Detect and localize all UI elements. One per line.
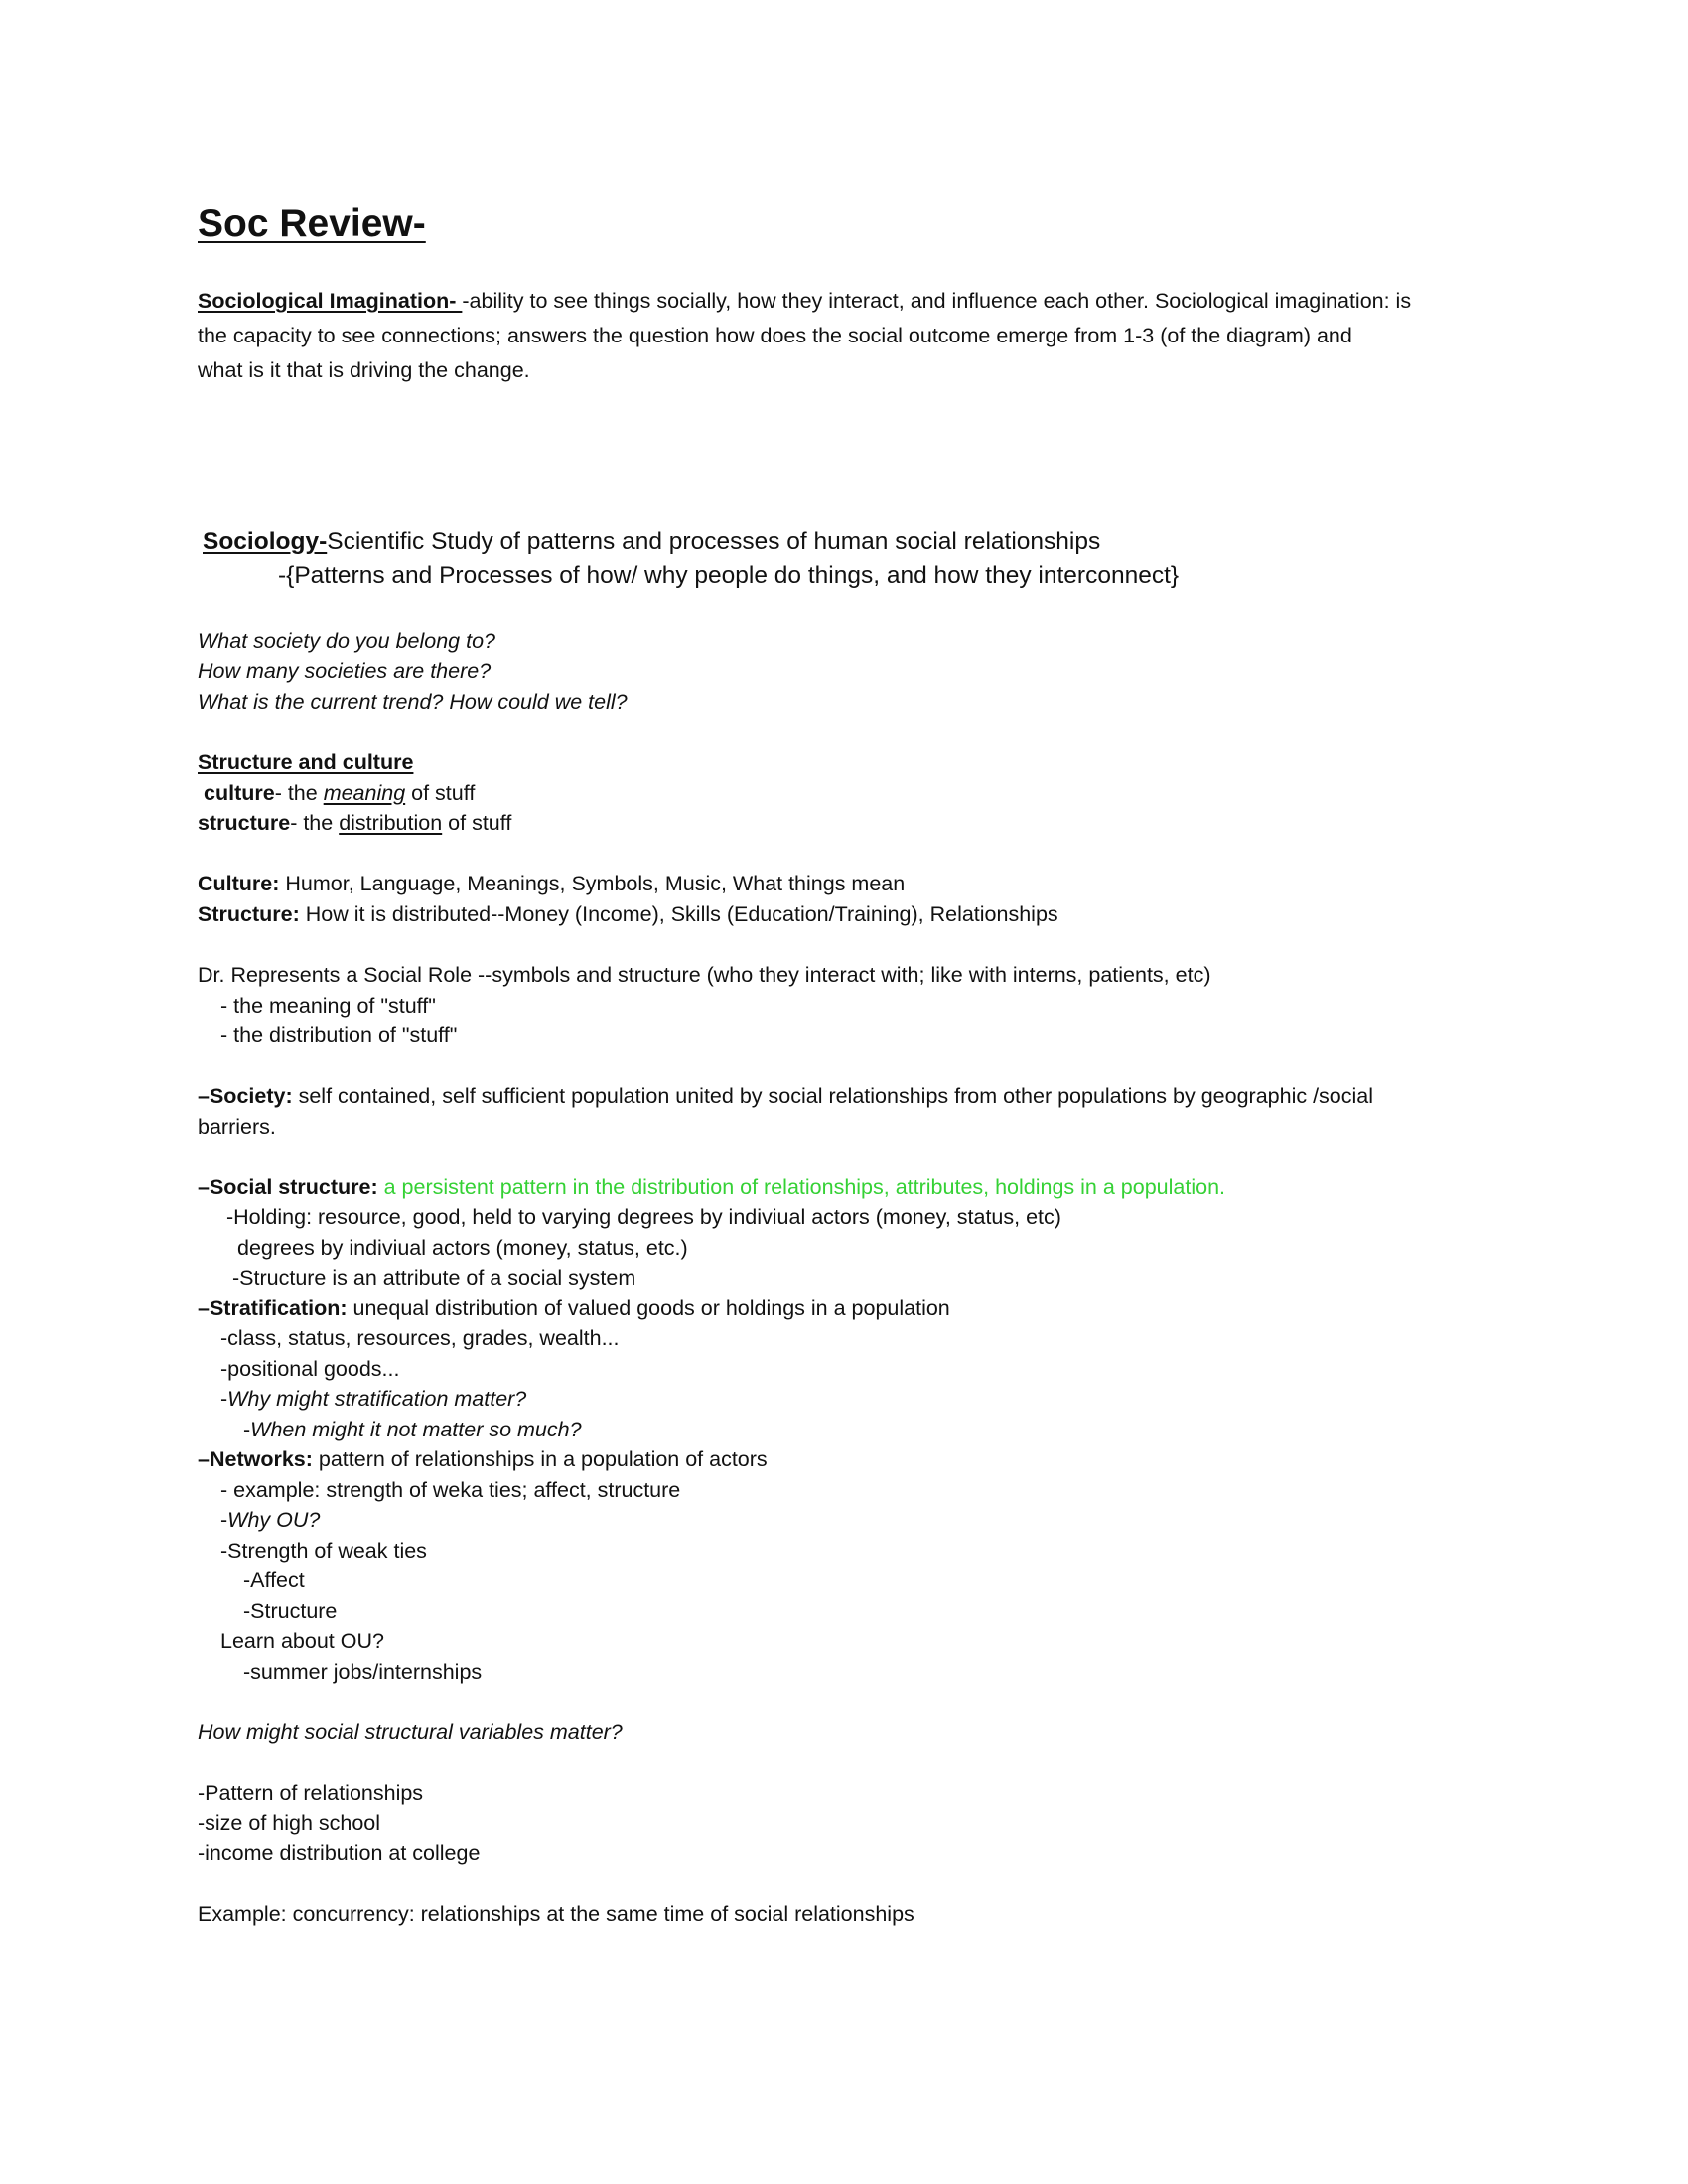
social-structure-term: Social structure: [209, 1175, 378, 1199]
variable-item-2: -size of high school [198, 1811, 381, 1835]
stratification-text: unequal distribution of valued goods or holdings in a population [347, 1297, 950, 1320]
networks-example: - example: strength of weka ties; affect, structure [220, 1478, 681, 1502]
sociology-definition-text: Scientific Study of patterns and processes of human social relationships [327, 528, 1101, 555]
culture-key: meaning [323, 781, 406, 805]
structure-def-term: Structure: [198, 902, 300, 926]
networks-dash: – [198, 1447, 210, 1471]
networks-structure: -Structure [243, 1599, 338, 1623]
structure-line [198, 810, 511, 836]
sociological-imagination-section [198, 284, 1411, 388]
example-line: Example: concurrency: relationships at the same time of social relationships [198, 1902, 914, 1926]
stratification-question-2 [243, 1417, 582, 1442]
networks-line [198, 1446, 768, 1472]
holding-line-1: -Holding: resource, good, held to varying degrees by indiviual actors (money, status, etc) [226, 1205, 1061, 1229]
sociology-definition [203, 527, 1100, 557]
networks-why-ou [220, 1507, 320, 1533]
stratification-term: Stratification: [209, 1297, 348, 1320]
structure-key: distribution [339, 811, 443, 835]
stratification-question-1 [220, 1386, 526, 1412]
stratification-q1-dash: - [220, 1387, 228, 1411]
variable-item-3: -income distribution at college [198, 1842, 481, 1865]
variables-question: How might social structural variables matter? [198, 1720, 623, 1744]
stratification-q2-dash: - [243, 1418, 251, 1441]
culture-def-term: Culture: [198, 872, 280, 895]
stratification-item-1: -class, status, resources, grades, wealth... [220, 1326, 620, 1350]
dr-role-line: Dr. Represents a Social Role --symbols and structure (who they interact with; like with interns, patients, etc) [198, 963, 1211, 987]
structure-post: of stuff [442, 811, 512, 835]
networks-affect: -Affect [243, 1569, 305, 1592]
stratification-q2-text: When might it not matter so much? [250, 1418, 582, 1441]
networks-summer: -summer jobs/internships [243, 1660, 483, 1684]
stratification-dash: – [198, 1297, 210, 1320]
soc-imagination-term: Sociological Imagination- [198, 289, 463, 313]
structure-pre: - the [290, 811, 340, 835]
culture-pre: - the [274, 781, 324, 805]
culture-term: culture [204, 781, 275, 805]
society-term: Society: [209, 1084, 293, 1108]
sociology-term: Sociology- [203, 528, 328, 555]
stratification-line [198, 1296, 950, 1321]
question-1: What society do you belong to? [198, 629, 495, 653]
structure-culture-heading: Structure and culture [198, 751, 414, 774]
networks-weak-ties: -Strength of weak ties [220, 1539, 427, 1563]
society-line-1 [198, 1083, 1373, 1109]
networks-text: pattern of relationships in a population of actors [312, 1447, 768, 1471]
structure-attribute-line: -Structure is an attribute of a social system [232, 1266, 636, 1290]
structure-definition [198, 901, 1058, 927]
soc-imagination-line-1 [198, 284, 1411, 319]
culture-post: of stuff [405, 781, 476, 805]
society-line-2: barriers. [198, 1115, 276, 1139]
networks-why-text: Why OU? [227, 1508, 321, 1532]
stratification-item-2: -positional goods... [220, 1357, 400, 1381]
page-title: Soc Review- [198, 203, 426, 245]
structure-term: structure [198, 811, 291, 835]
soc-imagination-line-2: the capacity to see connections; answers the question how does the social outcome emerge from 1-3 (of the diagram) and [198, 324, 1352, 347]
holding-line-2: degrees by indiviual actors (money, status, etc.) [237, 1236, 688, 1260]
society-text-1: self contained, self sufficient population united by social relationships from other populations by geographic /social [292, 1084, 1374, 1108]
question-2: How many societies are there? [198, 659, 492, 683]
question-3: What is the current trend? How could we tell? [198, 690, 628, 714]
culture-def-text: Humor, Language, Meanings, Symbols, Music, What things mean [279, 872, 906, 895]
society-dash: – [198, 1084, 210, 1108]
social-structure-dash: – [198, 1175, 210, 1199]
networks-term: Networks: [209, 1447, 313, 1471]
stratification-q1-text: Why might stratification matter? [227, 1387, 527, 1411]
social-structure-definition: a persistent pattern in the distribution of relationships, attributes, holdings in a population. [377, 1175, 1225, 1199]
dr-role-sub-2: - the distribution of "stuff" [220, 1024, 458, 1047]
networks-learn: Learn about OU? [220, 1629, 384, 1653]
variable-item-1: -Pattern of relationships [198, 1781, 424, 1805]
structure-def-text: How it is distributed--Money (Income), Skills (Education/Training), Relationships [299, 902, 1058, 926]
culture-line [204, 780, 475, 806]
networks-why-dash: - [220, 1508, 228, 1532]
culture-definition [198, 871, 905, 896]
soc-imagination-line-3: what is it that is driving the change. [198, 358, 530, 382]
sociology-subtext: -{Patterns and Processes of how/ why people do things, and how they interconnect} [278, 562, 1180, 589]
social-structure-line [198, 1174, 1225, 1200]
dr-role-sub-1: - the meaning of "stuff" [220, 994, 436, 1018]
soc-imagination-text-1: -ability to see things socially, how they interact, and influence each other. Sociological imagination: is [462, 289, 1412, 313]
